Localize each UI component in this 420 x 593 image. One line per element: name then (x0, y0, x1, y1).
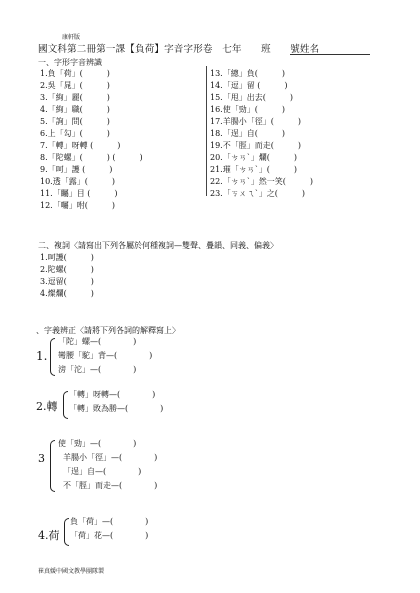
list-item: 19.不「脛」而走( ) (210, 141, 301, 150)
list-item: 21.璀「ㄘㄢˋ」( ) (210, 165, 297, 174)
section3-heading: 、字義辨正〈請將下列各詞的解釋寫上〉 (36, 326, 180, 335)
list-item: 14.「逗」留 ( ) (210, 81, 288, 90)
list-item: 11.「矚」目 ( ) (40, 189, 118, 198)
list-item: 23.「ㄎㄨㄟˋ」之( ) (210, 189, 305, 198)
list-item: 2.吳「晁」( ) (40, 81, 110, 90)
brace (63, 391, 68, 419)
name-underline (290, 54, 370, 55)
list-item: 17.羊腸小「徑」( ) (210, 117, 301, 126)
definition-line: 負「荷」—( ) (70, 517, 149, 526)
list-item: 1.負「荷」( ) (40, 69, 110, 78)
group-label: 1. (36, 349, 48, 363)
list-item: 16.使「勁」( ) (210, 105, 285, 114)
list-item: 10.透「露」( ) (40, 177, 115, 186)
list-item: 3.「絢」麗( ) (40, 93, 110, 102)
definition-line: 「荷」花—( ) (70, 531, 149, 540)
definition-line: 不「脛」而走—( ) (63, 481, 158, 490)
brace (64, 518, 69, 546)
list-item: 8.「陀螺」( ) ( ) (40, 153, 143, 162)
definition-line: 「轉」呀轉—( ) (69, 390, 156, 399)
definition-line: 使「勁」—( ) (58, 439, 137, 448)
definition-line: 滂「沱」—( ) (58, 365, 137, 374)
list-item: 13.「總」負( ) (210, 69, 285, 78)
section1-heading: 一、字形字音辨識 (38, 58, 102, 67)
list-item: 20.「ㄘㄢˋ」爛( ) (210, 153, 297, 162)
list-item: 12.「囑」咐( ) (40, 201, 115, 210)
group-label: 4.荷 (38, 529, 60, 542)
brace (50, 338, 55, 376)
definition-line: 「陀」螺—( ) (58, 337, 137, 346)
definition-line: 「逞」自—( ) (63, 467, 142, 476)
list-item: 9.「呵」護 ( ) (40, 165, 113, 174)
definition-line: 羊腸小「徑」—( ) (63, 453, 158, 462)
brace (50, 440, 55, 492)
group-label: 2.轉 (36, 400, 58, 413)
definition-line: 「轉」敗為勝—( ) (69, 404, 164, 413)
list-item: 22.「ㄘㄢˋ」然一笑( ) (210, 177, 313, 186)
column-divider (206, 66, 207, 196)
list-item: 18.「逞」自( ) (210, 129, 285, 138)
list-item: 4.燦爛( ) (40, 289, 94, 298)
list-item: 15.「甩」出去( ) (210, 93, 293, 102)
section2-heading: 二、複詞〈請寫出下列各屬於何種複詞—雙聲、疊韻、同義、偏義〉 (38, 241, 278, 250)
page-title: 國文科第二冊第一課【負荷】字音字形卷 七年 班 號姓名 (38, 44, 320, 55)
list-item: 1.呵護( ) (40, 253, 94, 262)
list-item: 2.陀螺( ) (40, 265, 94, 274)
footer-credit: 崔真媛中國文教學團隊製 (38, 568, 105, 575)
list-item: 3.逗留( ) (40, 277, 94, 286)
group-label: 3 (38, 452, 45, 465)
list-item: 7.「轉」呀轉 ( ) (40, 141, 121, 150)
list-item: 5.「詢」問( ) (40, 117, 110, 126)
definition-line: 彎腰「駝」背—( ) (58, 351, 153, 360)
list-item: 6.上「勾」( ) (40, 129, 110, 138)
list-item: 4.「絢」職( ) (40, 105, 110, 114)
edition-label: 康軒版 (62, 34, 81, 41)
